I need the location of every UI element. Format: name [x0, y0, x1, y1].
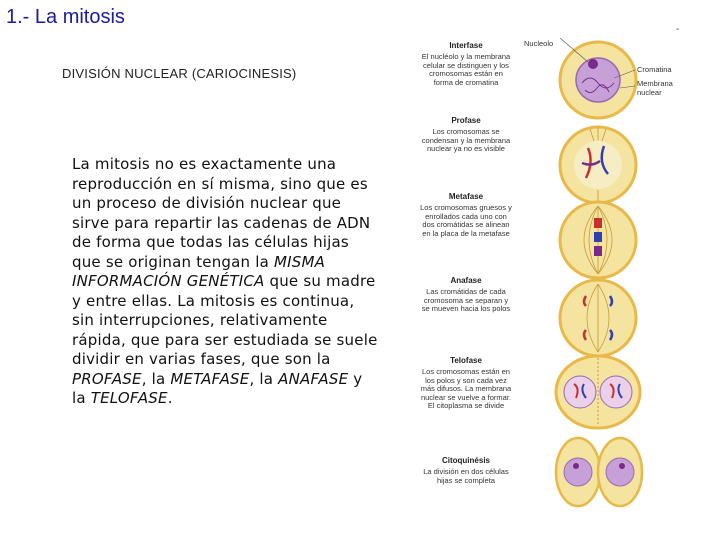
mitosis-illustration — [410, 28, 685, 512]
body-emphasis: METAFASE — [170, 369, 250, 388]
body-text: . — [167, 389, 173, 407]
body-emphasis: MISMA INFORMACIÓN GENÉTICA — [72, 252, 326, 290]
citoquinesis-title: Citoquinésis — [441, 456, 490, 465]
nucleolo-label: Nucleolo — [524, 39, 554, 48]
body-text: , la — [249, 369, 279, 388]
body-emphasis: TELOFASE — [90, 389, 168, 407]
anafase-desc: Las cromátidas de cada cromosoma se separan y se mueven hacia los polos — [421, 287, 511, 314]
slide-title: 1.- La mitosis — [6, 6, 125, 28]
telofase-desc: Los cromosomas están en los polos y son cada vez más difusos. La membrana nuclear se vuelve a formar. El citoplasma se divide — [420, 367, 512, 411]
body-text: La mitosis no es exactamente una reproducción en sí misma, sino que es un proceso de división nuclear que sirve para repartir las cadenas de ADN de forma que todas las células hijas que se originan tengan la — [72, 155, 371, 271]
membrana-label: Membrana nuclear — [637, 79, 673, 97]
interfase-desc: El nucléolo y la membrana celular se distinguen y los cromosomas están en forma de cromatina — [421, 52, 511, 87]
cromatina-label: Cromatina — [637, 65, 672, 74]
metafase-cell — [560, 202, 636, 278]
profase-title: Profase — [451, 116, 481, 125]
body-emphasis: ANAFASE — [278, 369, 349, 388]
metafase-title: Metafase — [448, 192, 484, 201]
body-emphasis: PROFASE — [72, 369, 142, 388]
metafase-desc: Los cromosomas gruesos y enrollados cada uno con dos cromátidas se alinean en la placa de la metafase — [420, 203, 512, 238]
interfase-cell — [560, 38, 636, 118]
body-text: y la — [72, 369, 363, 407]
body-paragraph — [72, 155, 378, 409]
telofase-title: Telofase — [450, 356, 482, 365]
profase-desc: Los cromosomas se condensan y la membrana nuclear ya no es visible — [421, 127, 511, 154]
body-text: que su madre y entre ellas. La mitosis es continua, sin interrupciones, relativamente rápida, que para ser estudiada se suele dividir en varias fases, que son la — [72, 272, 378, 368]
anafase-cell — [560, 280, 636, 356]
interfase-title: Interfase — [449, 41, 483, 50]
anafase-title: Anafase — [450, 276, 482, 285]
citoquinesis-cells — [556, 438, 642, 506]
mitosis-figure — [410, 28, 685, 512]
citoquinesis-desc: La división en dos células hijas se completa — [423, 467, 509, 485]
profase-cell — [560, 127, 636, 203]
body-text: , la — [141, 369, 171, 388]
corner-mark: - — [676, 24, 680, 35]
telofase-cell — [556, 356, 640, 428]
slide-subtitle: DIVISIÓN NUCLEAR (CARIOCINESIS) — [62, 66, 297, 81]
